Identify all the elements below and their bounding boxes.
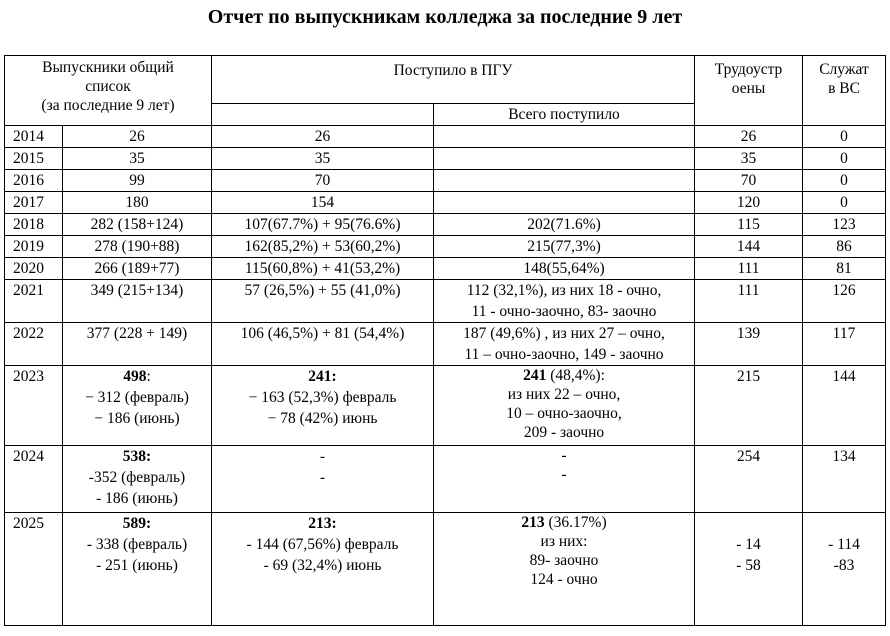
military-cell: 0	[803, 126, 886, 148]
graduates-cell: 99	[63, 170, 212, 192]
report-title: Отчет по выпускникам колледжа за последние 9 лет	[207, 6, 683, 28]
table-row	[5, 258, 886, 280]
military-cell: 126	[803, 280, 886, 323]
graduates-cell: 180	[63, 192, 212, 214]
graduates-cell: 589: - 338 (февраль) - 251 (июнь)	[63, 513, 212, 626]
employed-cell: 35	[695, 148, 803, 170]
graduates-table	[4, 55, 886, 626]
pgu-total-cell: - -	[434, 446, 695, 513]
year-cell: 2015	[5, 148, 63, 170]
header-military: Служат в ВС	[803, 56, 886, 126]
table-row	[5, 446, 886, 513]
year-cell: 2014	[5, 126, 63, 148]
table-row	[5, 513, 886, 626]
year-cell: 2020	[5, 258, 63, 280]
employed-cell: 120	[695, 192, 803, 214]
graduates-cell: 266 (189+77)	[63, 258, 212, 280]
employed-cell: 254	[695, 446, 803, 513]
header-graduates: Выпускники общий список (за последние 9 лет)	[5, 56, 212, 126]
employed-cell: - 14 - 58	[695, 513, 803, 626]
header-pgu-sub-empty	[212, 104, 434, 126]
header-pgu: Поступило в ПГУ	[212, 56, 695, 104]
graduates-cell: 377 (228 + 149)	[63, 323, 212, 366]
table-row	[5, 323, 886, 366]
military-cell: 0	[803, 192, 886, 214]
pgu-total-cell: 213 (36.17%) из них: 89- заочно 124 - очно	[434, 513, 695, 626]
pgu-cell: 154	[212, 192, 434, 214]
pgu-total-cell: 148(55,64%)	[434, 258, 695, 280]
table-row	[5, 214, 886, 236]
military-cell: - 114 -83	[803, 513, 886, 626]
employed-cell: 70	[695, 170, 803, 192]
employed-cell: 215	[695, 366, 803, 446]
year-cell: 2024	[5, 446, 63, 513]
graduates-cell: 282 (158+124)	[63, 214, 212, 236]
year-cell: 2022	[5, 323, 63, 366]
pgu-cell: 106 (46,5%) + 81 (54,4%)	[212, 323, 434, 366]
pgu-total-cell	[434, 192, 695, 214]
pgu-cell: 241: − 163 (52,3%) февраль − 78 (42%) июнь	[212, 366, 434, 446]
military-cell: 86	[803, 236, 886, 258]
year-cell: 2016	[5, 170, 63, 192]
header-pgu-total: Всего поступило	[434, 104, 695, 126]
graduates-cell: 26	[63, 126, 212, 148]
table-row	[5, 236, 886, 258]
military-cell: 144	[803, 366, 886, 446]
pgu-total-cell	[434, 148, 695, 170]
table-row	[5, 126, 886, 148]
pgu-cell: 107(67.7%) + 95(76.6%)	[212, 214, 434, 236]
table-row	[5, 148, 886, 170]
pgu-total-cell: 241 (48,4%): из них 22 – очно, 10 – очно-заочно, 209 - заочно	[434, 366, 695, 446]
pgu-total-cell	[434, 126, 695, 148]
year-cell: 2025	[5, 513, 63, 626]
table-row	[5, 170, 886, 192]
pgu-total-cell: 112 (32,1%), из них 18 - очно, 11 - очно-заочно, 83- заочно	[434, 280, 695, 323]
pgu-cell: 57 (26,5%) + 55 (41,0%)	[212, 280, 434, 323]
table-row	[5, 192, 886, 214]
pgu-cell: - -	[212, 446, 434, 513]
pgu-cell: 115(60,8%) + 41(53,2%)	[212, 258, 434, 280]
military-cell: 123	[803, 214, 886, 236]
year-cell: 2017	[5, 192, 63, 214]
pgu-total-cell: 187 (49,6%) , из них 27 – очно, 11 – очно-заочно, 149 - заочно	[434, 323, 695, 366]
employed-cell: 139	[695, 323, 803, 366]
table-row	[5, 280, 886, 323]
pgu-cell: 213: - 144 (67,56%) февраль - 69 (32,4%) июнь	[212, 513, 434, 626]
military-cell: 0	[803, 148, 886, 170]
military-cell: 0	[803, 170, 886, 192]
header-employed: Трудоустр оены	[695, 56, 803, 126]
table-row	[5, 366, 886, 446]
pgu-total-cell: 202(71.6%)	[434, 214, 695, 236]
pgu-total-cell	[434, 170, 695, 192]
pgu-cell: 26	[212, 126, 434, 148]
employed-cell: 144	[695, 236, 803, 258]
graduates-cell: 498: − 312 (февраль) − 186 (июнь)	[63, 366, 212, 446]
year-cell: 2021	[5, 280, 63, 323]
graduates-cell: 278 (190+88)	[63, 236, 212, 258]
military-cell: 134	[803, 446, 886, 513]
employed-cell: 111	[695, 258, 803, 280]
employed-cell: 26	[695, 126, 803, 148]
graduates-cell: 538: -352 (февраль) - 186 (июнь)	[63, 446, 212, 513]
graduates-cell: 349 (215+134)	[63, 280, 212, 323]
employed-cell: 111	[695, 280, 803, 323]
year-cell: 2018	[5, 214, 63, 236]
pgu-cell: 35	[212, 148, 434, 170]
pgu-cell: 70	[212, 170, 434, 192]
military-cell: 81	[803, 258, 886, 280]
pgu-total-cell: 215(77,3%)	[434, 236, 695, 258]
pgu-cell: 162(85,2%) + 53(60,2%)	[212, 236, 434, 258]
graduates-cell: 35	[63, 148, 212, 170]
year-cell: 2023	[5, 366, 63, 446]
employed-cell: 115	[695, 214, 803, 236]
military-cell: 117	[803, 323, 886, 366]
year-cell: 2019	[5, 236, 63, 258]
